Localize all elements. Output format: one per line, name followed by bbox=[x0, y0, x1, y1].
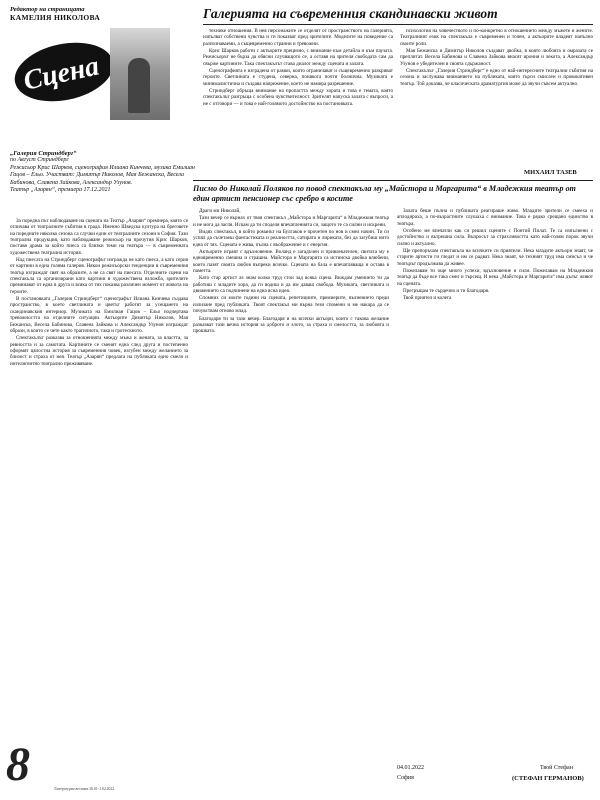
article1-middle-column bbox=[203, 28, 393, 176]
letter-date: 04.01.2022 bbox=[397, 765, 424, 771]
paragraph: Ще препоръчам спектакъла на всичките си приятели. Нека младите актьори знаят, че старите артисти ги гледат и им се радват. Нека знаят, че техният труд има смисъл и че театърът продължава да живее. bbox=[397, 248, 593, 267]
letter-place: София bbox=[397, 775, 414, 781]
paragraph: Благодаря ти за тази вечер. Благодаря и на всички актьори, които с такова желание разказват тази вечна история за доброто и злото, за страха и смелостта, за любовта и прошката. bbox=[193, 315, 389, 335]
editor-name: КАМЕЛИЯ НИКОЛОВА bbox=[10, 13, 101, 22]
paragraph: Видях спектакъл, в който романът на Булгаков е прочетен по нов и смел начин. Ти си успял да съчетаеш фантастиката и реалността, сатирата и лириката, без да загубиш нито една от тях. Сцената е жива, пълна с въображение и с енергия. bbox=[193, 229, 389, 248]
paragraph: Над пиесата на Стриндберг сценографът изгражда не като пиеса, а като серия от картини в една голяма галерия. Някои режисьорски тенденции в съвременния театър изграждат свят на образите, а не са свят на пиесата. Отделните сцени на спектакъла са организирани като картини в художествена изложба, зрителите преминават от една в друга и всяка от тях показва различен момент от живота на героите. bbox=[10, 257, 188, 295]
article1-headline: Галерията на съвременния скандинавски живот bbox=[203, 6, 498, 21]
credits-line: по Август Стриндберг bbox=[10, 157, 69, 164]
article2-left-column bbox=[193, 208, 389, 788]
article2-right-column bbox=[397, 208, 593, 760]
paragraph: Актьорите играят с вдъхновение. Воланд е загадъчен и привлекателен, свитата му е едновременно смешна и страшна. Майстора и Маргарита са истинска двойка влюбени, които пазят своята любов въпреки всичко. Сцената на бала е впечатляваща и остава в паметта. bbox=[193, 249, 389, 275]
section-rule bbox=[193, 180, 593, 181]
paragraph: Залата беше пълна и публиката реагираше живо. Младите зрители се смееха и аплодираха, а по-възрастните слушаха с внимание. Това е рядко срещано единство в театъра. bbox=[397, 208, 593, 227]
paragraph: технике отношения. В нея персонажите се отделят от пространството на галерията, изпълват собствени чувства и ги показват пред зрителите. Моделите на поведение са разпознаваеми, а същевременно странни и тревожни. bbox=[203, 28, 393, 47]
article2-author: (СТЕФАН ГЕРМАНОВ) bbox=[512, 775, 584, 782]
credits-line: Режисьор Крис Шарков, сценография Илиана Кинчева, музика Емилиан Гацов – Ельо. Участват: Димитър Николов, Мая Бежанска, Весела Бабинова, Славена Зайкова, Александър Узунов. bbox=[10, 164, 195, 186]
footer-credit: Литературен вестник 26.01-1.02.2022 bbox=[54, 787, 115, 791]
article1-right-column bbox=[400, 28, 593, 166]
paragraph: психология на човечеството и по-конкретно в отношението между мъжете и жените. Театралният език на спектакъла е съвременен и точен, а актьорите владеят напълно своите роли. bbox=[400, 28, 593, 47]
production-photo bbox=[110, 28, 170, 120]
paragraph: За поредна път наблюдаване на сцената на Театър „Азарян“ премиера, която се отличава от театралните събития в града. Именно Шведска култура на бреговете на поредните няколко сезона са случки един от театралните сезони в София. Тази театрална продукция, като наблюдаване режисьор на прочутия Крис Шарков, поставя драма за който пиеса са близки теми на театъра — в съвременната художествена театрална история. bbox=[10, 218, 188, 256]
paragraph: Прегръщам те сърдечно и ти благодаря. bbox=[403, 288, 490, 295]
paragraph: Като стар артист аз знам колко труд стои зад всяка сцена. Виждам умението ти да работиш с младите хора, да ги водиш и да им даваш свобода. Музиката, светлината и движението са подчинени на една ясна идея. bbox=[193, 275, 389, 295]
letter-closing: Твой Стефан bbox=[540, 765, 573, 771]
paragraph: Особено ме впечатли как си решил сцените с Понтий Пилат. Те са изпълнени с достойнство и вътрешна сила. Въпросът за страхливостта като най-голям порок звучи силно и актуално. bbox=[397, 228, 593, 247]
paragraph: Сценографията е изградена от рамки, които ограничават и същевременно разкриват героите. Светлината е студена, северна, понякога почти болнична. Музиката е минималистична и създава напрежение, което не намира разрешение. bbox=[203, 68, 393, 87]
paragraph: Твой приятел и колега bbox=[403, 295, 452, 302]
paragraph: Тази вечер се върнах от твоя спектакъл „Майстора и Маргарита“ в Младежкия театър и не мога да заспя. Искам да ти споделя впечатленията си, защото те са силни и искрени. bbox=[193, 215, 389, 228]
editor-block bbox=[10, 6, 130, 22]
paragraph: Мая Бежанска и Димитър Николов създават двойка, в която любовта и омразата се преплитат. Весела Бабинова и Славена Зайкова внасят ирония и лекота, а Александър Узунов е убедителен в своята сдържаност. bbox=[400, 48, 593, 67]
credits-line: Театър „Азарян“, премиера 17.12.2021 bbox=[10, 187, 111, 194]
headline-rule bbox=[203, 24, 593, 25]
credits-title: „Галерия Стриндберг“ bbox=[10, 150, 77, 157]
paragraph: Драги ми Николай, bbox=[199, 208, 241, 214]
logo-text: Сцена bbox=[20, 50, 102, 97]
scena-logo bbox=[12, 32, 124, 110]
article2-headline: Писмо до Николай Поляков по повод спектакъла му „Майстора и Маргарита“ в Младежкия театър от един артист пенсионер със сребро в косите bbox=[193, 184, 576, 203]
paragraph: Спектакълът „Галерия Стриндберг“ е едно от най-интересните театрални събития на сезона и заслужава вниманието на публиката, която търси смислен и провокативен театър. Той доказва, че класическата драматургия може да звучи съвсем актуално. bbox=[400, 68, 593, 87]
paragraph: Крис Шарков работи с актьорите прецизно, с внимание към детайла и към паузата. Режисьорът не бърза да обясни случващото се, а оставя на зрителя свободата сам да свърже картините. Така спектакълът става диалог между сцената и залата. bbox=[203, 48, 393, 67]
article1-left-column bbox=[10, 218, 188, 738]
page-number: 8 bbox=[6, 738, 30, 791]
article1-author: МИХАИЛ ТАЗЕВ bbox=[524, 169, 577, 176]
paragraph: Спектакълът разказва за отношенията между мъжа и жената, за властта, за ревността и за самотата. Картините се сменят една след друга и постепенно оформят цялостна история за съвременния човек, изгубен между желанието за близост и страха от нея. Театър „Азарян“ предлага на публиката едно смело и интелигентно театрално преживяване. bbox=[10, 335, 188, 367]
paragraph: Стриндберг обръща внимание на пропастта между хората и това е темата, която спектакълът разгръща с особена чувствителност. Зрителят напуска залата с въпроси, а не с отговори — и това е най-голямото достойнство на постановката. bbox=[203, 88, 393, 107]
paragraph: В постановката „Галерия Стриндберг“ сценографът Илиана Кинчева създава пространство, в което светлината и цветът работят за усещането на скандинавския интериор. Музиката на Емилиан Гацов – Ельо подчертава тревожността на отделните ситуации. Актьорите Димитър Николов, Мая Бежанска, Весела Бабинова, Славена Зайкова и Александър Узунов изграждат образи, в които се чете както трагичното, така и гротескното. bbox=[10, 296, 188, 334]
paragraph: Спомних си моите години на сцената, репетициите, премиерите, вълнението преди излизане пред публиката. Твоят спектакъл ми върна тези спомени и ме накара да се почувствам отново млад. bbox=[193, 295, 389, 315]
paragraph: Пожелавам ти още много успехи, вдъхновение и сили. Пожелавам на Младежкия театър да бъде все така смел и търсещ. И нека „Майстора и Маргарита“ има дълъг живот на сцената. bbox=[397, 268, 593, 287]
production-credits bbox=[10, 150, 195, 194]
editor-label: Редактор на страницата bbox=[10, 6, 85, 13]
